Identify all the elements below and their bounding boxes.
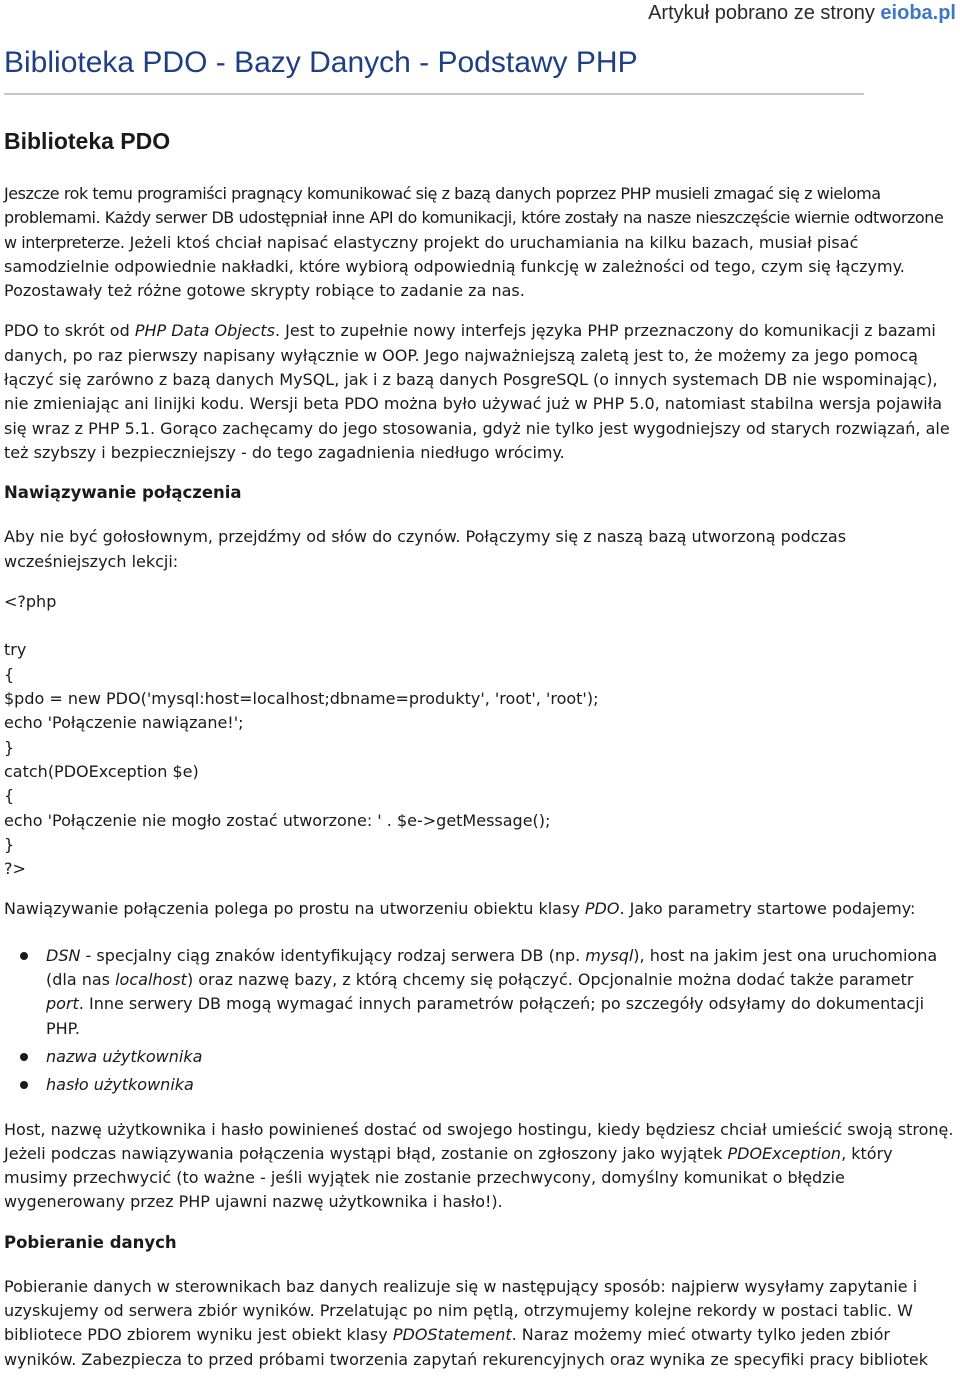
code-line: ?> (4, 859, 26, 879)
code-blank-line (4, 614, 954, 638)
code-line: } (4, 834, 15, 854)
outro-term: PDOException (727, 1143, 842, 1163)
section-heading-connect: Nawiązywanie połączenia (4, 483, 242, 503)
pdo-term: PHP Data Objects (134, 321, 275, 341)
fetch-text-before: Pobieranie danych w sterownikach baz danych realizuje się w następujący sposób: najpierw wysyłamy zapytanie i uzyskujemy od serwera zbiór wyników. Przelatując po nim pętlą, otrzymujemy kolejne rekordy w postaci tablic. W bibliotece PDO zbiorem wyniku jest obiekt klasy (4, 1276, 918, 1345)
list-item-dsn (46, 944, 954, 1041)
code-line: echo 'Połączenie nawiązane!'; (4, 713, 244, 733)
pdo-text-before: PDO to skrót od (4, 321, 135, 341)
code-line-open: <?php (4, 591, 57, 611)
source-prefix: Artykuł pobrano ze strony (648, 2, 881, 24)
bullet-icon (20, 952, 28, 960)
dsn-text-4: . Inne serwery DB mogą wymagać innych parametrów połączeń; po szczegóły odsyłamy do dokumentacji PHP. (46, 994, 925, 1038)
dsn-term-mysql: mysql (585, 945, 634, 965)
pdo-paragraph (4, 319, 954, 465)
code-line: { (4, 786, 15, 806)
code-block (4, 590, 954, 882)
code-line: $pdo = new PDO('mysql:host=localhost;dbname=produkty', 'root', 'root'); (4, 689, 599, 709)
bullet-icon (20, 1053, 28, 1061)
outro-text-after: , który musimy przechwycić (to ważne - jeśli wyjątek nie zostanie przechwycony, domyślny komunikat o błędzie wygenerowany przez PHP ujawni nazwę użytkownika i hasło!). (4, 1143, 893, 1212)
explain-text-before: Nawiązywanie połączenia polega po prostu na utworzeniu obiektu klasy (4, 899, 585, 919)
outro-paragraph (4, 1118, 954, 1215)
fetch-text-after: . Naraz możemy mieć otwarty tylko jeden zbiór wyników. Zabezpiecza to przed próbami tworzenia zapytań rekurencyjnych oraz wynika ze specyfiki pracy bibliotek (4, 1325, 929, 1369)
code-line: } (4, 737, 15, 757)
code-line: { (4, 664, 15, 684)
document-title: Biblioteka PDO - Bazy Danych - Podstawy PHP (4, 46, 638, 79)
list-item-password (46, 1073, 954, 1097)
dsn-text-3: ) oraz nazwę bazy, z którą chcemy się połączyć. Opcjonalnie można dodać także parametr (186, 970, 914, 990)
source-site-link[interactable]: eioba.pl (880, 2, 956, 24)
intro-text-part2: Jeżeli ktoś chciał napisać elastyczny projekt do uruchamiania na kilku bazach, musiał pisać samodzielnie odpowiednie nakładki, które wybiorą odpowiednią funkcję w zależności od tego, czym się łączymy. Pozostawały też różne gotowe skrypty robiące to zadanie za nas. (4, 232, 905, 301)
explain-text-after: . Jako parametry startowe podajemy: (619, 899, 916, 919)
dsn-text-1: - specjalny ciąg znaków identyfikujący rodzaj serwera DB (np. (80, 945, 586, 965)
dsn-term-port: port (46, 994, 79, 1014)
intro-text-part1: Jeszcze rok temu programiści pragnący komunikować się z bazą danych poprzez PHP musieli zmagać się z wieloma problemami. Każdy serwer DB udostępniał inne API do komunikacji, które zostały na nasze nieszczęście wiernie odtworzone w interpreterze. (4, 184, 944, 252)
fetch-term: PDOStatement (392, 1325, 512, 1345)
dsn-term: DSN (46, 945, 81, 965)
title-divider (4, 93, 864, 95)
code-line: catch(PDOException $e) (4, 761, 199, 781)
username-term: nazwa użytkownika (46, 1046, 203, 1066)
intro-paragraph (4, 182, 954, 303)
pdo-text-after: . Jest to zupełnie nowy interfejs języka PHP przeznaczony do komunikacji z bazami danych, po raz pierwszy napisany wyłącznie w OOP. Jego najważniejszą zaletą jest to, że możemy za jego pomocą łączyć się zarówno z bazą danych MySQL, jak i z bazą danych PosgreSQL (o innych systemach DB nie wspominając), nie zmieniając ani linijki kodu. Wersji beta PDO można było używać już w PHP 5.0, natomiast stabilna wersja pojawiła się wraz z PHP 5.1. Gorąco zachęcamy do jego stosowania, gdyż nie tylko jest wygodniejszy od starych rozwiązań, ale też szybszy i bezpieczniejszy - do tego zagadnienia niedługo wrócimy. (4, 321, 950, 462)
bullet-icon (20, 1081, 28, 1089)
source-attribution (648, 0, 956, 26)
article-body (4, 126, 954, 1388)
section-heading-fetch: Pobieranie danych (4, 1232, 177, 1252)
list-item-username (46, 1045, 954, 1069)
parameter-list (4, 944, 954, 1098)
fetch-paragraph (4, 1275, 954, 1372)
explain-term: PDO (584, 899, 620, 919)
dsn-term-localhost: localhost (115, 970, 187, 990)
connect-intro-paragraph: Aby nie być gołosłownym, przejdźmy od słów do czynów. Połączymy się z naszą bazą utworzoną podczas wcześniejszych lekcji: (4, 527, 847, 571)
code-line: echo 'Połączenie nie mogło zostać utworzone: ' . $e->getMessage(); (4, 810, 551, 830)
outro-text-before: Host, nazwę użytkownika i hasło powinieneś dostać od swojego hostingu, kiedy będziesz chciał umieścić swoją stronę. Jeżeli podczas nawiązywania połączenia wystąpi błąd, zostanie on zgłoszony jako wyjątek (4, 1119, 954, 1163)
explain-paragraph (4, 897, 954, 921)
code-line: try (4, 640, 27, 660)
password-term: hasło użytkownika (46, 1075, 194, 1095)
dsn-text-2: ), host na jakim jest ona uruchomiona (dla nas (46, 945, 938, 990)
article-heading: Biblioteka PDO (4, 128, 171, 154)
